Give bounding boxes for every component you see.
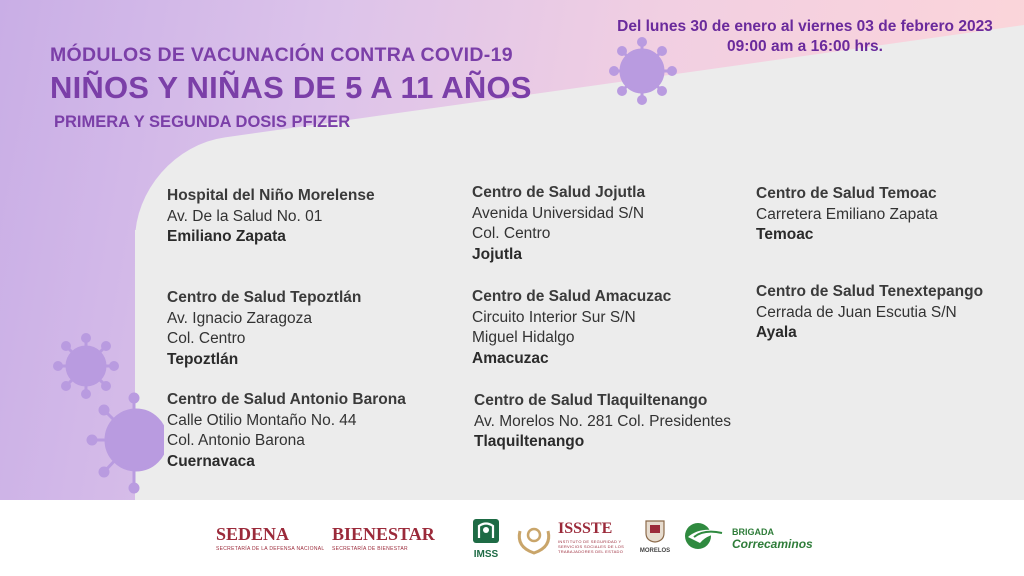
site-city: Amacuzac xyxy=(472,349,549,367)
schedule-dates xyxy=(590,17,1020,57)
site-name: Centro de Salud Antonio Barona xyxy=(167,391,406,408)
imss-emblem-icon xyxy=(471,518,501,544)
site-name: Centro de Salud Tepoztlán xyxy=(167,289,362,306)
site-address-line: Miguel Hidalgo xyxy=(472,329,575,346)
date-range: Del lunes 30 de enero al viernes 03 de febrero 2023 xyxy=(617,18,993,35)
brigada-correcaminos-logo: BRIGADA Correcaminos xyxy=(732,527,813,551)
site-address-line: Av. Ignacio Zaragoza xyxy=(167,309,313,327)
site-city: Tlaquiltenango xyxy=(474,433,585,450)
site-card xyxy=(167,186,375,248)
site-name: Centro de Salud Temoac xyxy=(756,185,937,202)
issste-logo: ISSSTE INSTITUTO DE SEGURIDAD Y SERVICIOS SOCIALES DE LOS TRABAJADORES DEL ESTADO xyxy=(558,520,625,554)
site-card xyxy=(167,390,406,472)
site-address-line: Col. Centro xyxy=(167,330,246,347)
correcaminos-bird-icon xyxy=(682,521,728,551)
site-city: Emiliano Zapata xyxy=(167,228,286,245)
site-card xyxy=(756,184,938,246)
site-card xyxy=(756,282,983,344)
imss-logo: IMSS xyxy=(470,518,502,560)
site-city: Jojutla xyxy=(472,245,522,263)
virus-icon xyxy=(84,390,164,500)
morelos-shield-icon xyxy=(644,519,666,543)
site-city: Tepoztlán xyxy=(167,350,239,368)
site-address-line: Av. De la Salud No. 01 xyxy=(167,207,323,225)
site-address-line: Col. Antonio Barona xyxy=(167,432,305,449)
morelos-logo: MORELOS xyxy=(638,519,672,554)
site-name: Centro de Salud Tlaquiltenango xyxy=(474,392,708,409)
time-range: 09:00 am a 16:00 hrs. xyxy=(727,38,883,55)
site-city: Ayala xyxy=(756,324,797,341)
site-card xyxy=(474,391,731,453)
site-city: Cuernavaca xyxy=(167,452,255,470)
footer-logos xyxy=(0,500,1024,576)
site-name: Centro de Salud Tenextepango xyxy=(756,283,984,300)
sedena-logo: SEDENA SECRETARÍA DE LA DEFENSA NACIONAL xyxy=(216,524,325,552)
site-name: Centro de Salud Jojutla xyxy=(472,184,646,201)
issste-emblem-icon xyxy=(514,521,554,555)
site-address-line: Calle Otilio Montaño No. 44 xyxy=(167,411,357,429)
site-name: Hospital del Niño Morelense xyxy=(167,187,375,204)
site-card xyxy=(472,287,671,369)
page-title: NIÑOS Y NIÑAS DE 5 A 11 AÑOS xyxy=(50,70,532,105)
site-address-line: Av. Morelos No. 281 Col. Presidentes xyxy=(474,412,732,430)
site-name: Centro de Salud Amacuzac xyxy=(472,288,672,305)
site-address-line: Avenida Universidad S/N xyxy=(472,204,645,222)
bienestar-logo: BIENESTAR SECRETARÍA DE BIENESTAR xyxy=(332,524,435,552)
site-card xyxy=(167,288,361,370)
site-card xyxy=(472,183,645,265)
site-address-line: Cerrada de Juan Escutia S/N xyxy=(756,303,957,321)
page-subtitle: MÓDULOS DE VACUNACIÓN CONTRA COVID-19 xyxy=(50,44,513,66)
site-address-line: Col. Centro xyxy=(472,225,551,242)
site-city: Temoac xyxy=(756,226,814,243)
site-address-line: Carretera Emiliano Zapata xyxy=(756,205,938,223)
site-address-line: Circuito Interior Sur S/N xyxy=(472,308,636,326)
dose-info: PRIMERA Y SEGUNDA DOSIS PFIZER xyxy=(54,113,351,131)
